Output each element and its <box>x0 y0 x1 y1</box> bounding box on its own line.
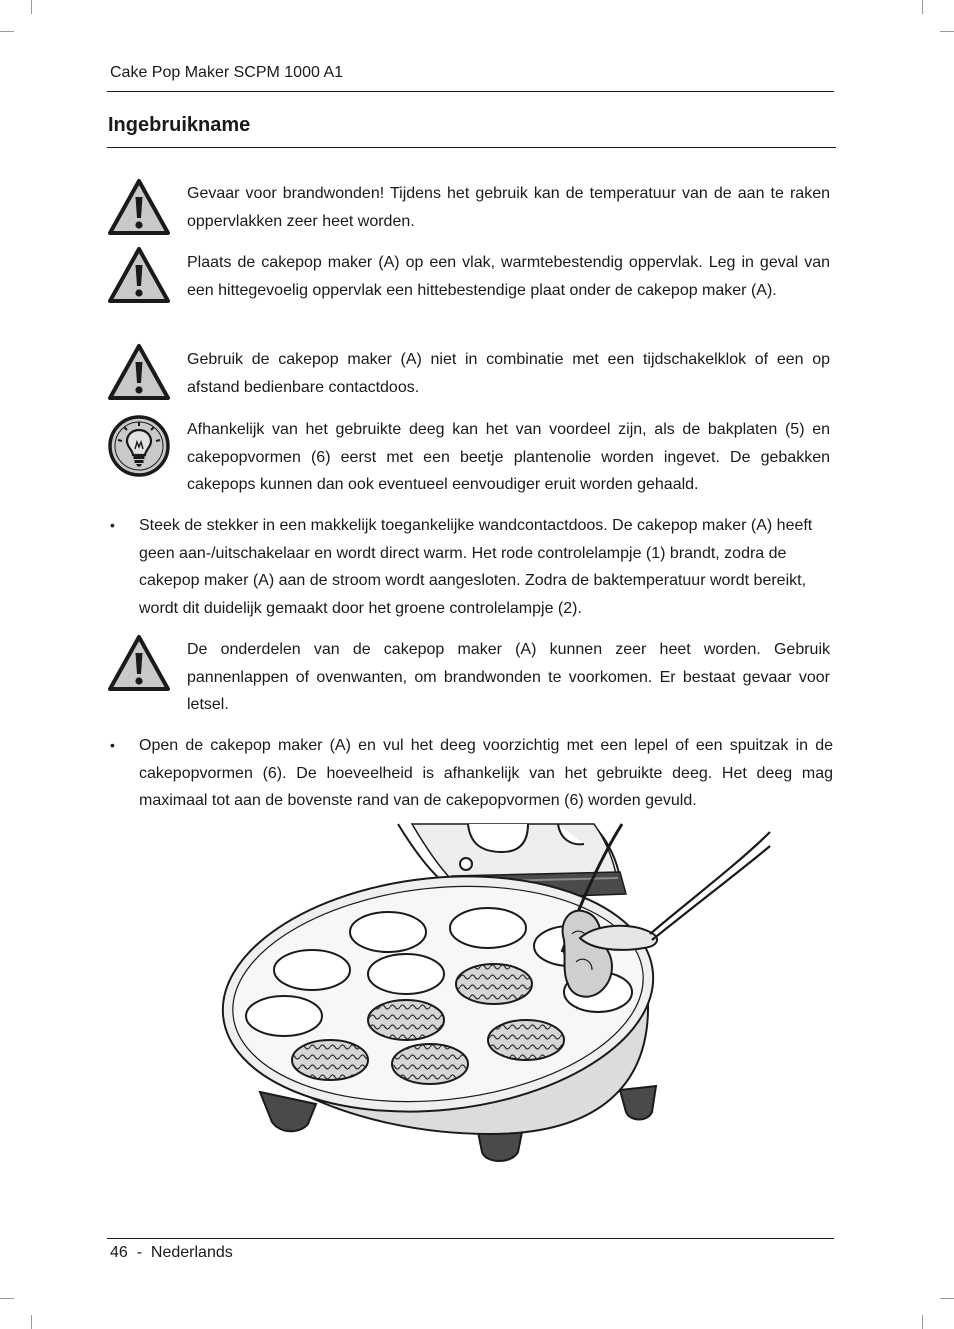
warning-icon <box>107 178 171 236</box>
crop-mark <box>31 0 32 14</box>
bullet-marker: • <box>110 517 115 533</box>
crop-mark <box>922 0 923 14</box>
header-rule <box>107 91 834 92</box>
notice-text: Plaats de cakepop maker (A) op een vlak, warmtebestendig oppervlak. Leg in geval van een hittegevoelig oppervlak een hittebestendige plaat onder de cakepop maker (A). <box>187 254 830 299</box>
cake-pop-maker-illustration <box>220 822 772 1166</box>
warning-icon <box>107 246 171 304</box>
crop-mark <box>922 1315 923 1329</box>
section-rule <box>107 147 836 148</box>
crop-mark <box>0 1298 14 1299</box>
warning-icon <box>107 634 171 692</box>
crop-mark <box>31 1315 32 1329</box>
lightbulb-tip-icon <box>107 414 171 478</box>
section-title: Ingebruikname <box>108 114 251 136</box>
warning-icon <box>107 343 171 401</box>
bullet-text: Open de cakepop maker (A) en vul het deeg voorzichtig met een lepel of een spuitzak in de cakepopvormen (6). De hoeveelheid is afhankelijk van het gebruikte deeg. Het deeg mag maximaal tot aan de bovenste rand van de cakepopvormen (6) worden gevuld. <box>139 737 833 810</box>
footer-rule <box>107 1238 834 1239</box>
notice-text: De onderdelen van de cakepop maker (A) kunnen zeer heet worden. Gebruik pannenlappen of ovenwanten, om brandwonden te voorkomen. Er bestaat gevaar voor letsel. <box>187 641 830 714</box>
bullet-text: Steek de stekker in een makkelijk toegankelijke wandcontactdoos. De cakepop maker (A) heeft geen aan-/uitschakelaar en wordt direct warm. Het rode controlelampje (1) brandt, zodra de cakepop maker (A) aan de stroom wordt aangesloten. Zodra de baktemperatuur wordt bereikt, wordt dit duidelijk gemaakt door het groene controlelampje (2). <box>139 517 813 617</box>
crop-mark <box>940 31 954 32</box>
notice-text: Gebruik de cakepop maker (A) niet in combinatie met een tijdschakelklok of een op afstand bedienbare contactdoos. <box>187 351 830 396</box>
notice-text: Gevaar voor brandwonden! Tijdens het gebruik kan de temperatuur van de aan te raken oppervlakken zeer heet worden. <box>187 185 830 230</box>
tip-text: Afhankelijk van het gebruikte deeg kan het van voordeel zijn, als de bakplaten (5) en cakepopvormen (6) eerst met een beetje plantenolie worden ingevet. De gebakken cakepops kunnen dan ook eventueel eenvoudiger eruit worden gehaald. <box>187 421 830 494</box>
running-header: Cake Pop Maker SCPM 1000 A1 <box>110 64 344 81</box>
crop-mark <box>0 31 14 32</box>
bullet-marker: • <box>110 737 115 753</box>
page-number: 46 - Nederlands <box>110 1244 233 1261</box>
crop-mark <box>940 1298 954 1299</box>
